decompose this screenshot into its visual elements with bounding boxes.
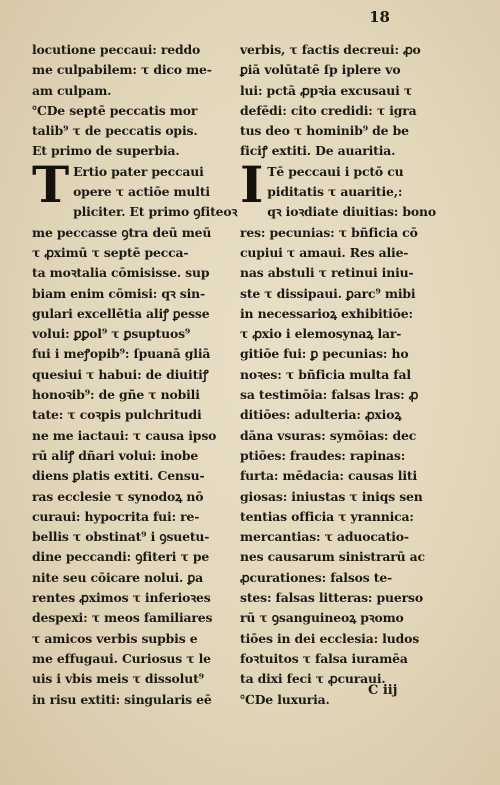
text-line: tus deo τ hominib⁹ de be — [240, 123, 409, 139]
text-line: diens ꝑlatis extiti. Censu- — [32, 468, 205, 484]
text-line: dine peccandi: ꝯfiteri τ pe — [32, 549, 210, 565]
left-text-after-cap — [32, 202, 238, 709]
text-line: opere τ actiōe multi — [73, 184, 210, 200]
right-column — [240, 40, 440, 710]
text-line: biam enim cōmisi: qꝛ sin- — [32, 285, 205, 301]
text-line: me culpabilem: τ dico me- — [32, 62, 212, 78]
text-line: despexi: τ meos familiares — [32, 610, 213, 626]
text-line: honoꝛib⁹: de gñe τ nobili — [32, 387, 200, 403]
text-line: tiōes in dei ecclesia: ludos — [240, 630, 420, 646]
text-line: ℃De septē peccatis mor — [32, 102, 198, 118]
text-line: quesiui τ habui: de diuitiꝭ — [32, 366, 209, 382]
text-line: rentes ꝓximos τ inferioꝛes — [32, 590, 211, 606]
text-line: nas abstuli τ retinui iniu- — [240, 265, 414, 281]
text-line: ℃De luxuria. — [240, 691, 330, 707]
text-line: τ amicos verbis supbis e — [32, 630, 198, 646]
text-line: Et primo de superbia. — [32, 143, 180, 159]
text-line: res: pecunias: τ bñficia cō — [240, 224, 418, 240]
text-line: bellis τ obstinat⁹ i ꝯsuetu- — [32, 529, 210, 545]
text-line: defēdi: cito credidi: τ igra — [240, 102, 417, 118]
text-line: ta moꝛtalia cōmisisse. sup — [32, 265, 210, 281]
text-line: dāna vsuras: symōias: dec — [240, 427, 417, 443]
text-line: ne me iactaui: τ causa ipso — [32, 427, 217, 443]
text-line: ste τ dissipaui. ꝑarc⁹ mibi — [240, 285, 416, 301]
text-line: cupiui τ amaui. Res alie- — [240, 244, 409, 260]
left-text-before-cap — [32, 40, 232, 162]
text-line: uis i vbis meis τ dissolut⁹ — [32, 671, 204, 687]
text-line: nite seu cōicare nolui. ꝑa — [32, 569, 203, 585]
text-line: tate: τ coꝛpis pulchritudi — [32, 407, 202, 423]
dropcap-i: I — [240, 154, 264, 214]
text-line: Ertio pater peccaui — [73, 163, 204, 179]
text-line: me peccasse ꝯtra deū meū — [32, 224, 212, 240]
text-line: verbis, τ factis decreui: ꝓo — [240, 42, 421, 57]
dropcap-t: T — [32, 154, 70, 214]
text-line: τ ꝓximū τ septē pecca- — [32, 244, 189, 260]
text-line: talib⁹ τ de peccatis opis. — [32, 123, 198, 139]
text-line: mercantias: τ aduocatio- — [240, 529, 409, 545]
text-line: curaui: hypocrita fui: re- — [32, 508, 200, 524]
text-line: sa testimōia: falsas lras: ꝓ — [240, 387, 419, 403]
left-column — [32, 40, 238, 710]
text-line: am culpam. — [32, 82, 112, 98]
folio-number: 18 — [369, 8, 390, 26]
text-line: volui: ꝑꝑol⁹ τ ꝑsuptuos⁹ — [32, 326, 191, 342]
text-line: me effugaui. Curiosus τ le — [32, 650, 211, 666]
text-line: ptiōes: fraudes: rapinas: — [240, 447, 406, 463]
text-line: τ ꝓxio i elemosynaꝝ lar- — [240, 326, 402, 342]
right-text-after-cap — [240, 202, 440, 709]
text-line: in necessarioꝝ exhibitiōe: — [240, 305, 413, 321]
text-line: furta: mēdacia: causas liti — [240, 468, 418, 484]
right-text-before-cap — [240, 40, 440, 162]
text-line: lui: pctā ꝓpꝛia excusaui τ — [240, 82, 413, 98]
text-line: ras ecclesie τ synodoꝝ nō — [32, 488, 204, 504]
text-line: nes causarum sinistrarū ac — [240, 549, 425, 565]
text-line: gulari excellētia aliꝭ ꝑesse — [32, 305, 210, 321]
text-line: ta dixi feci τ ꝓcuraui. — [240, 671, 386, 687]
text-line: pliciter. Et primo ꝯfiteoꝛ — [73, 204, 238, 220]
text-line: in risu extiti: singularis eē — [32, 691, 212, 707]
text-line: Tē peccaui i pctō cu — [267, 163, 404, 179]
text-line: noꝛes: τ bñficia multa fal — [240, 366, 411, 382]
right-cap-lines — [240, 162, 440, 203]
text-line: piditatis τ auaritie,: — [267, 184, 403, 200]
text-line: foꝛtuitos τ falsa iuramēa — [240, 650, 408, 666]
text-line: qꝛ ioꝛdiate diuitias: bono — [267, 204, 436, 220]
signature-mark: C iij — [368, 683, 398, 698]
text-line: ficiꝭ extiti. De auaritia. — [240, 143, 396, 159]
text-line: giosas: iniustas τ iniqs sen — [240, 488, 423, 504]
text-line: rū τ ꝯsanguineoꝝ pꝛomo — [240, 610, 404, 626]
text-line: ditiōes: adulteria: ꝓxioꝝ — [240, 407, 402, 423]
text-line: locutione peccaui: reddo — [32, 42, 201, 57]
text-line: ꝓcurationes: falsos te- — [240, 569, 393, 585]
text-line: rū aliꝭ dñari volui: inobe — [32, 447, 199, 463]
text-line: tentias officia τ yrannica: — [240, 508, 414, 524]
text-line: stes: falsas litteras: puerso — [240, 590, 423, 606]
text-line: fui i meꝭopib⁹: ſpuanā gliā — [32, 346, 211, 362]
text-line: ꝑiā volūtatē ſp iplere vo — [240, 62, 401, 78]
text-line: gitiōe fui: ꝑ pecunias: ho — [240, 346, 409, 362]
